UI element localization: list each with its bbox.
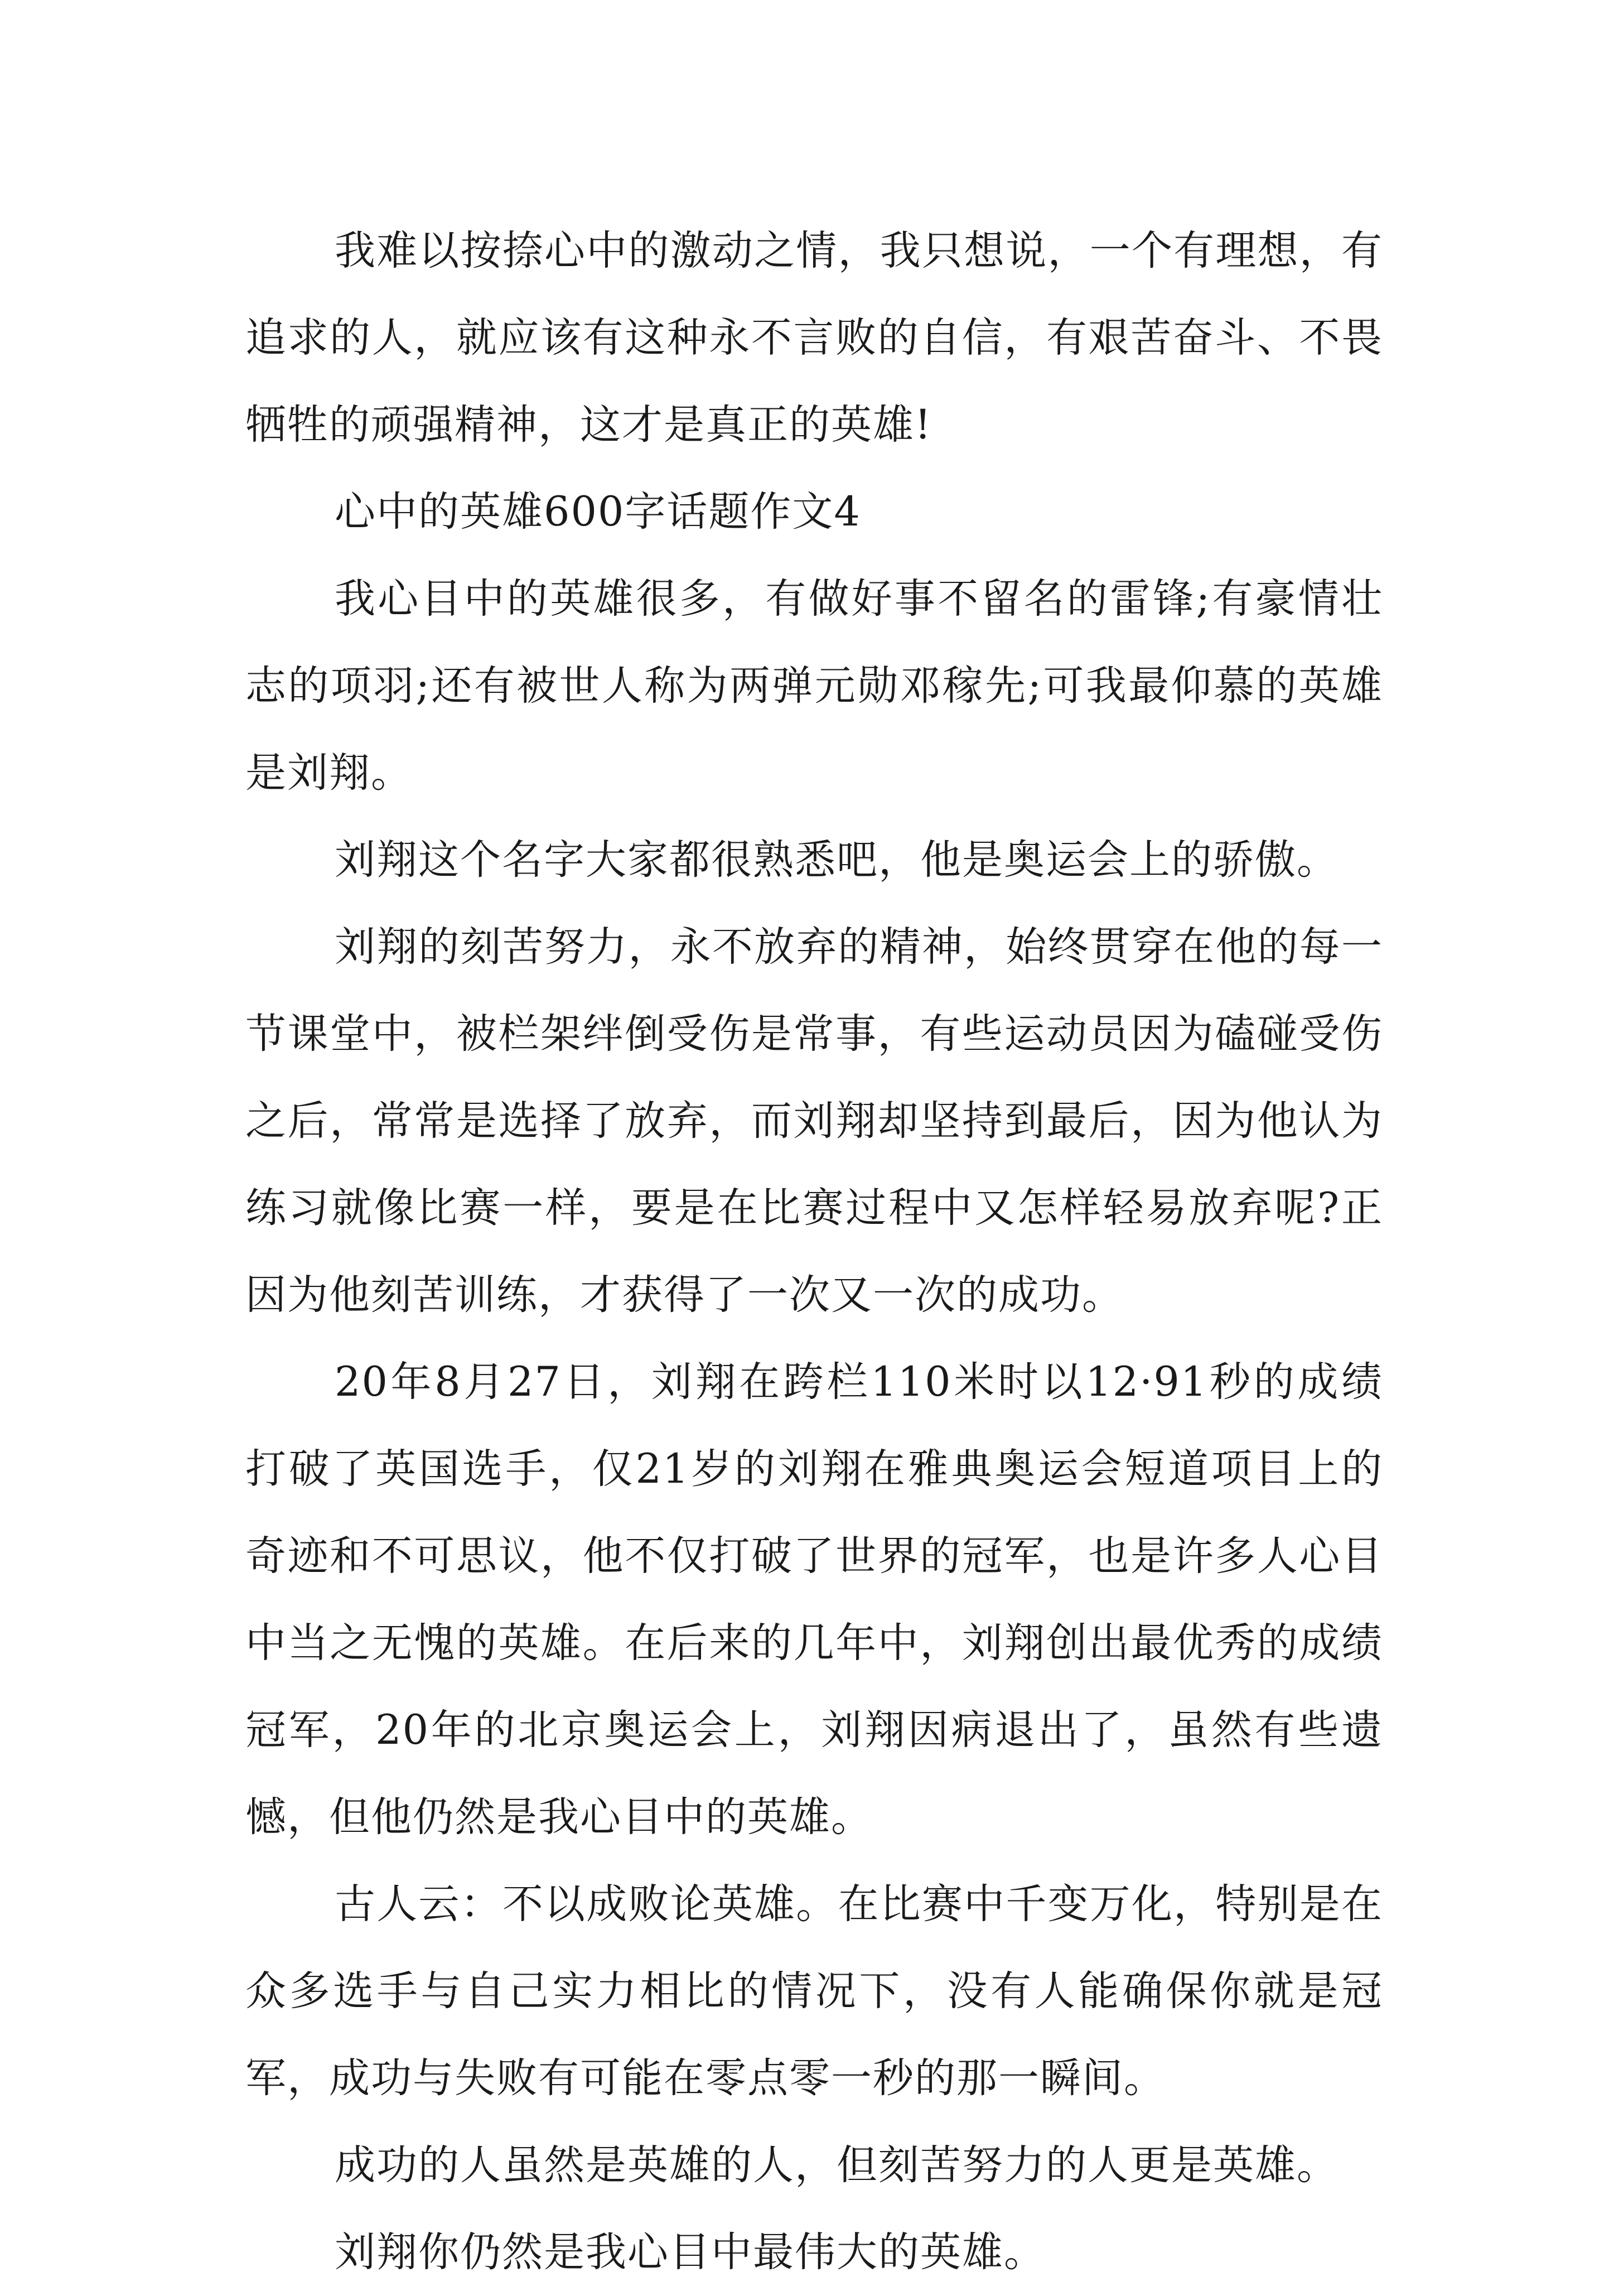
essay-heading: 心中的英雄600字话题作文4 xyxy=(335,488,861,536)
paragraph-3: 刘翔这个名字大家都很熟悉吧，他是奥运会上的骄傲。 xyxy=(335,836,1338,884)
paragraph-6: 古人云：不以成败论英雄。在比赛中千变万化，特别是在众多选手与自己实力相比的情况下，没有人能确保你就是冠军，成功与失败有可能在零点零一秒的那一瞬间。 xyxy=(245,1880,1383,2102)
paragraph-7: 成功的人虽然是英雄的人，但刻苦努力的人更是英雄。 xyxy=(335,2141,1338,2189)
paragraph-4: 刘翔的刻苦努力，永不放弃的精神，始终贯穿在他的每一节课堂中，被栏架绊倒受伤是常事，有些运动员因为磕碰受伤之后，常常是选择了放弃，而刘翔却坚持到最后，因为他认为练习就像比赛一样，要是在比赛过程中又怎样轻易放弃呢?正因为他刻苦训练，才获得了一次又一次的成功。 xyxy=(245,923,1383,1319)
paragraph-2: 我心目中的英雄很多，有做好事不留名的雷锋;有豪情壮志的项羽;还有被世人称为两弹元勋邓稼先;可我最仰慕的英雄是刘翔。 xyxy=(245,575,1383,797)
paragraph-8: 刘翔你仍然是我心目中最伟大的英雄。 xyxy=(335,2229,1046,2276)
essay-text-block xyxy=(245,208,1383,2296)
paragraph-1: 我难以按捺心中的激动之情，我只想说，一个有理想，有追求的人，就应该有这种永不言败的自信，有艰苦奋斗、不畏牺牲的顽强精神，这才是真正的英雄! xyxy=(245,227,1383,448)
paragraph-5: 20年8月27日，刘翔在跨栏110米时以12·91秒的成绩打破了英国选手，仅21岁的刘翔在雅典奥运会短道项目上的奇迹和不可思议，他不仅打破了世界的冠军，也是许多人心目中当之无愧的英雄。在后来的几年中，刘翔创出最优秀的成绩冠军，20年的北京奥运会上，刘翔因病退出了，虽然有些遗憾，但他仍然是我心目中的英雄。 xyxy=(245,1358,1383,1841)
